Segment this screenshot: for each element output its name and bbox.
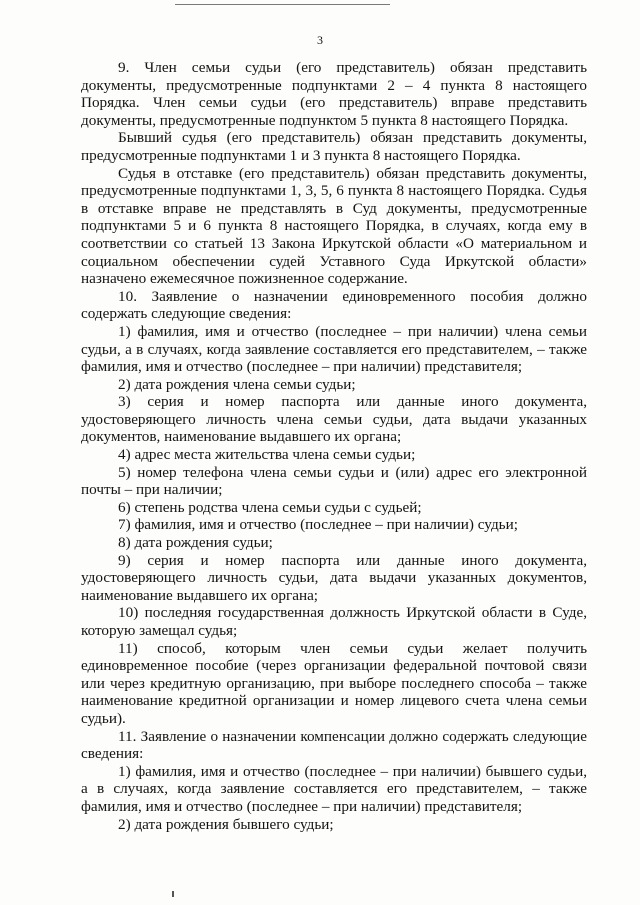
page-number: 3 [317,33,323,47]
list-item: 1) фамилия, имя и отчество (последнее – при наличии) члена семьи судьи, а в случаях, когда заявление составляется его представителем, – также фамилия, имя и отчество (последнее – при наличии) представителя; [81,322,587,376]
list-item: 5) номер телефона члена семьи судьи и (или) адрес его электронной почты – при наличии; [81,463,587,499]
paragraph: 11. Заявление о назначении компенсации должно содержать следующие сведения: [81,727,587,763]
list-item: 4) адрес места жительства члена семьи судьи; [118,446,416,464]
list-item: 10) последняя государственная должность Иркутской области в Суде, которую замещал судья; [81,604,587,639]
paragraph: Бывший судья (его представитель) обязан представить документы, предусмотренные подпунктами 1 и 3 пункта 8 настоящего Порядка. [81,129,587,164]
top-scan-rule [175,4,390,5]
paragraph: 10. Заявление о назначении единовременного пособия должно содержать следующие сведения: [81,287,587,323]
list-item: 1) фамилия, имя и отчество (последнее – при наличии) бывшего судьи, а в случаях, когда заявление составляется его представителем, – также фамилия, имя и отчество (последнее – при наличии) представителя; [81,762,587,815]
scan-artifact-mark [172,891,174,897]
list-item: 7) фамилия, имя и отчество (последнее – при наличии) судьи; [118,516,518,534]
document-body [81,59,587,833]
list-item: 11) способ, которым член семьи судьи желает получить единовременное пособие (через организации федеральной почтовой связи или через кредитную организацию, при выборе последнего способа – также наименование кредитной организации и номер лицевого счета члена семьи судьи). [81,639,587,727]
list-item: 8) дата рождения судьи; [118,534,273,552]
list-item: 3) серия и номер паспорта или данные иного документа, удостоверяющего личность члена семьи судьи, дата выдачи указанных документов, наименование выдавшего их органа; [81,393,587,446]
list-item: 6) степень родства члена семьи судьи с судьей; [118,498,422,516]
paragraph: Судья в отставке (его представитель) обязан представить документы, предусмотренные подпунктами 1, 3, 5, 6 пункта 8 настоящего Порядка. Судья в отставке вправе не представлять в Суд документы, предусмотренные подпунктами 5 и 6 пункта 8 настоящего Порядка, в случаях, когда ему в соответствии со статьей 13 Закона Иркутской области «О материальном и социальном обеспечении судей Уставного Суда Иркутской области» назначено ежемесячное пожизненное содержание. [81,164,587,288]
list-item: 2) дата рождения бывшего судьи; [118,815,334,833]
list-item: 2) дата рождения члена семьи судьи; [118,375,356,393]
paragraph: 9. Член семьи судьи (его представитель) обязан представить документы, предусмотренные подпунктами 2 – 4 пункта 8 настоящего Порядка. Член семьи судьи (его представитель) вправе представить документы, предусмотренные подпунктом 5 пункта 8 настоящего Порядка. [81,59,587,129]
list-item: 9) серия и номер паспорта или данные иного документа, удостоверяющего личность судьи, дата выдачи указанных документов, наименование выдавшего их органа; [81,551,587,604]
